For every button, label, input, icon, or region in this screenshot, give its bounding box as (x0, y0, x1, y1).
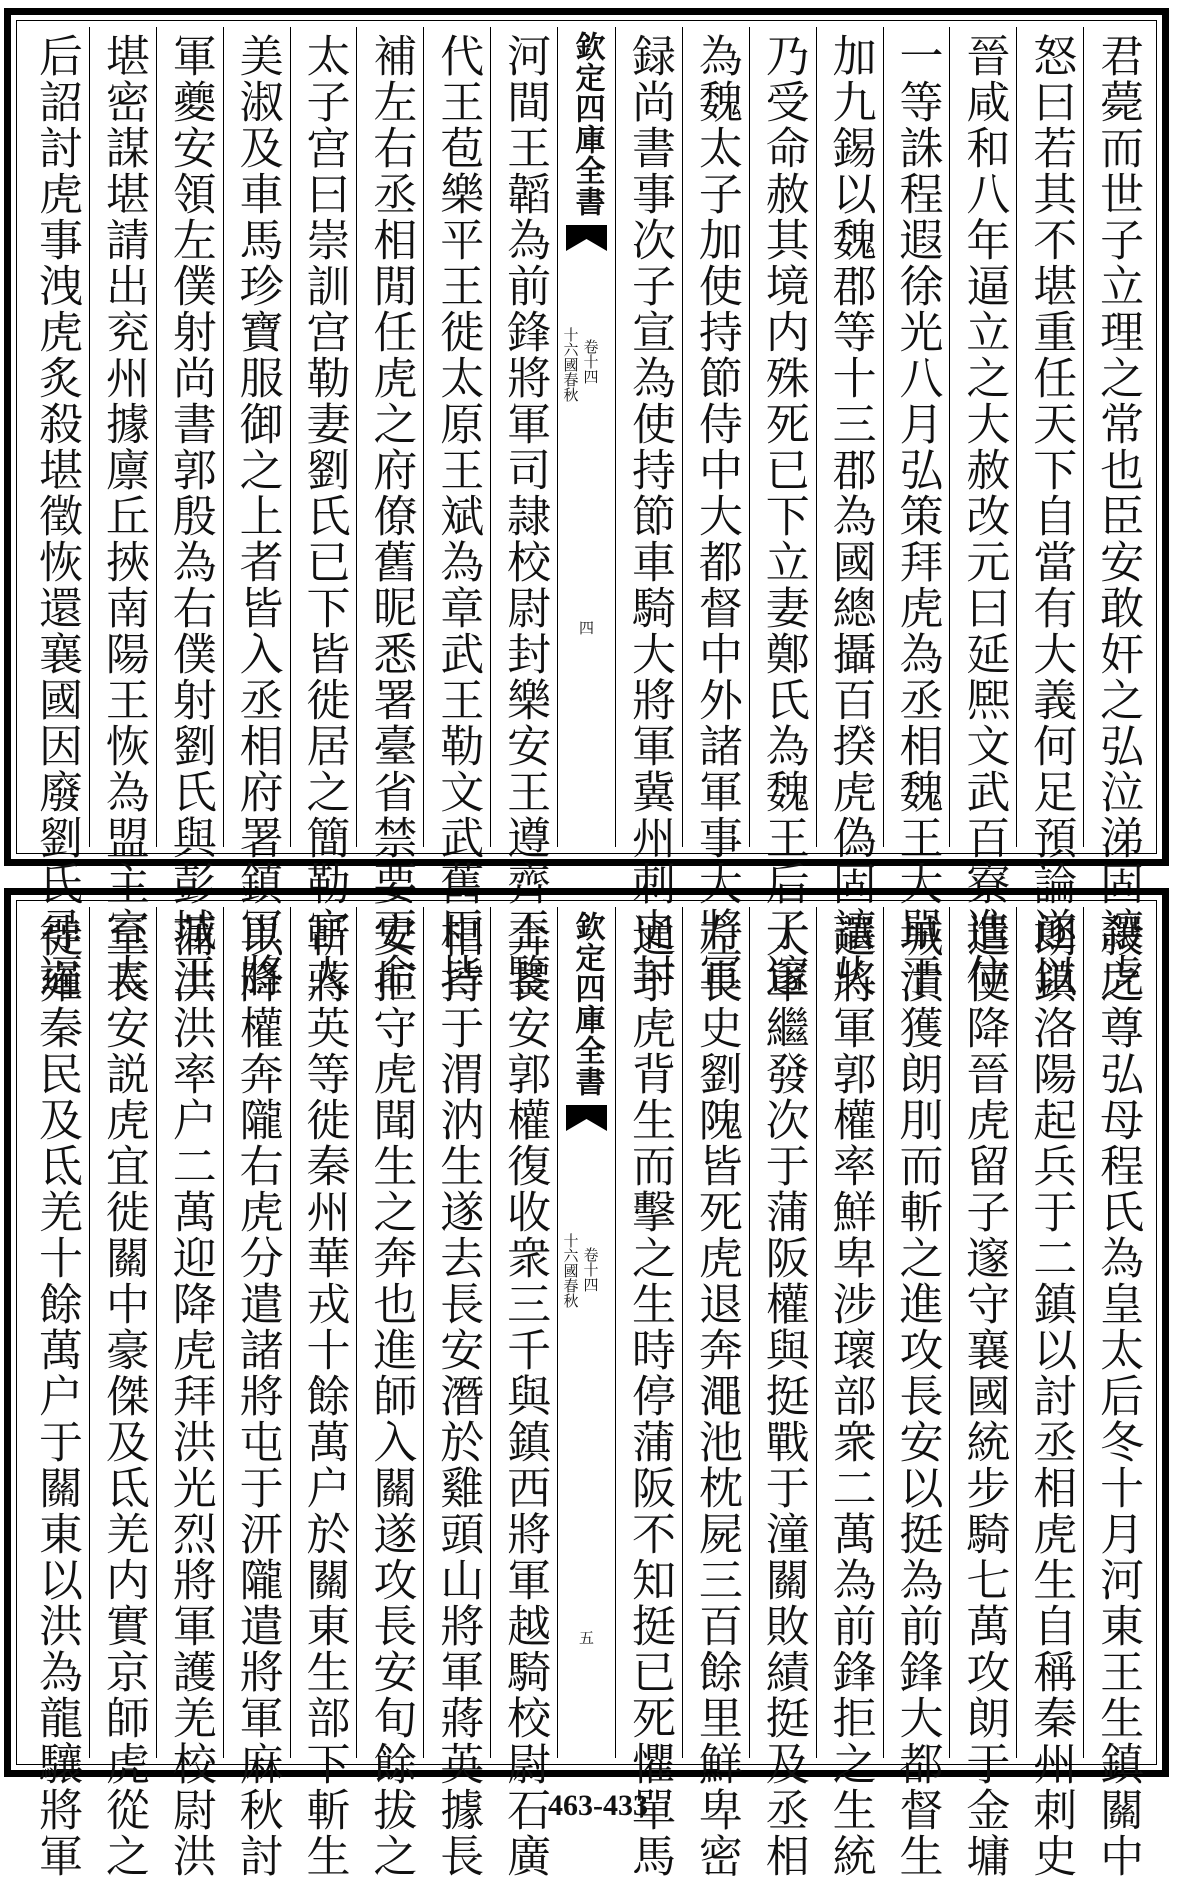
text-column: 遣將軍郭權率鮮卑涉瓌部衆二萬為前鋒拒之生統 (816, 907, 883, 1758)
text-column: 代王苞樂平王徙太原王斌為章武王勒文武舊臣皆 (423, 27, 490, 847)
text-column: 遣使降晉虎留子邃守襄國統步騎七萬攻朗于金墉 (949, 907, 1016, 1758)
fish-tail-mark-icon (566, 225, 607, 251)
text-column: 殺之尊弘母程氏為皇太后冬十月河東王生鎮關中 (1083, 907, 1150, 1758)
book-title: 欽定四庫全書 (569, 31, 605, 217)
book-title: 欽定四庫全書 (569, 911, 605, 1097)
text-column: 一等誅程遐徐光八月弘策拜虎為丞相魏王大單于 (883, 27, 950, 847)
text-column: 以降權奔隴右虎分遣諸將屯于汧隴遣將軍麻秋討 (223, 907, 290, 1758)
text-column: 通于虎背生而擊之生時停蒲阪不知挺已死懼單馬 (615, 907, 682, 1758)
fish-tail-mark-icon (566, 1105, 607, 1131)
text-column: 相持于渭汭生遂去長安潛於雞頭山將軍蔣英據長 (423, 907, 490, 1758)
volume-label: 卷十四 (581, 1247, 600, 1292)
text-column: 斬蔣英等徙秦州華戎十餘萬户於關東生部下斬生 (290, 907, 357, 1758)
footer-page-number: 463-433 (548, 1789, 648, 1822)
work-title: 十六國春秋 (561, 327, 580, 402)
text-column: 軍夔安領左僕射尚書郭殷為右僕射劉氏與彭城王 (156, 27, 223, 847)
text-column: 堪密謀堪請出兖州據廪丘挾南陽王恢為盟主宣太 (89, 27, 156, 847)
text-column: 蒲洪洪率户二萬迎降虎拜洪光烈將軍護羌校尉洪 (156, 907, 223, 1758)
upper-page-frame (4, 8, 1169, 999)
text-column: 為魏太子加使持節侍中大都督中外諸軍事大將軍 (682, 27, 749, 847)
page-number: 四 (578, 619, 595, 637)
text-column: 美淑及車馬珍寶服御之上者皆入丞相府署鎮軍將 (223, 27, 290, 847)
text-column: 加九錫以魏郡等十三郡為國總攝百揆虎偽固讓乆 (816, 27, 883, 847)
text-column: 左長史劉隗皆死虎退奔澠池枕屍三百餘里鮮卑密 (682, 907, 749, 1758)
text-column: 乃受命赦其境内殊死已下立妻鄭氏為魏王后子邃 (749, 27, 816, 847)
text-column: 補左右丞相閒任虎之府僚舊昵悉署臺省禁要更命 (356, 27, 423, 847)
text-column: 河間王韜為前鋒將軍司隷校尉封樂安王遵齊王鑒 (490, 27, 557, 847)
volume-label: 卷十四 (581, 339, 600, 384)
text-column: 晉咸和八年逼立之大赦改元曰延熈文武百寮進位 (949, 27, 1016, 847)
text-column: 朗鎮洛陽起兵于二鎮以討丞相虎生自稱秦州刺史 (1016, 907, 1083, 1758)
text-column: 后詔討虎事洩虎炙殺堪徵恢還襄國因廢劉氏尋逼 (30, 33, 82, 999)
center-fold-column (557, 907, 615, 1758)
center-fold-column (557, 27, 615, 847)
text-column: 奔長安郭權復收衆三千與鎮西將軍越騎校尉石廣 (490, 907, 557, 1758)
text-column: 大軍繼發次于蒲阪權與挺戰于潼關敗績挺及丞相 (749, 907, 816, 1758)
text-column: 至長安説虎宜徙關中豪傑及氐羌内實京師虎從之 (89, 907, 156, 1758)
text-column: 徙雍秦民及氐羌十餘萬户于關東以洪為龍驤將軍 (30, 913, 82, 1879)
text-column: 太子宫曰崇訓宫勒妻劉氏已下皆徙居之簡勒宫人 (290, 27, 357, 847)
text-column: 録尚書事次子宣為使持節車騎大將軍冀州刺史封 (615, 27, 682, 847)
text-column: 城潰獲朗刖而斬之進攻長安以挺為前鋒大都督生 (883, 907, 950, 1758)
text-column: 君薨而世子立理之常也臣安敢奸之弘泣涕固讓虎 (1083, 27, 1150, 847)
text-column: 安拒守虎聞生之奔也進師入關遂攻長安旬餘拔之 (356, 907, 423, 1758)
work-title: 十六國春秋 (561, 1233, 580, 1308)
text-column: 怒曰若其不堪重任天下自當有大義何足預論遂以 (1016, 27, 1083, 847)
page-number: 五 (578, 1629, 595, 1647)
